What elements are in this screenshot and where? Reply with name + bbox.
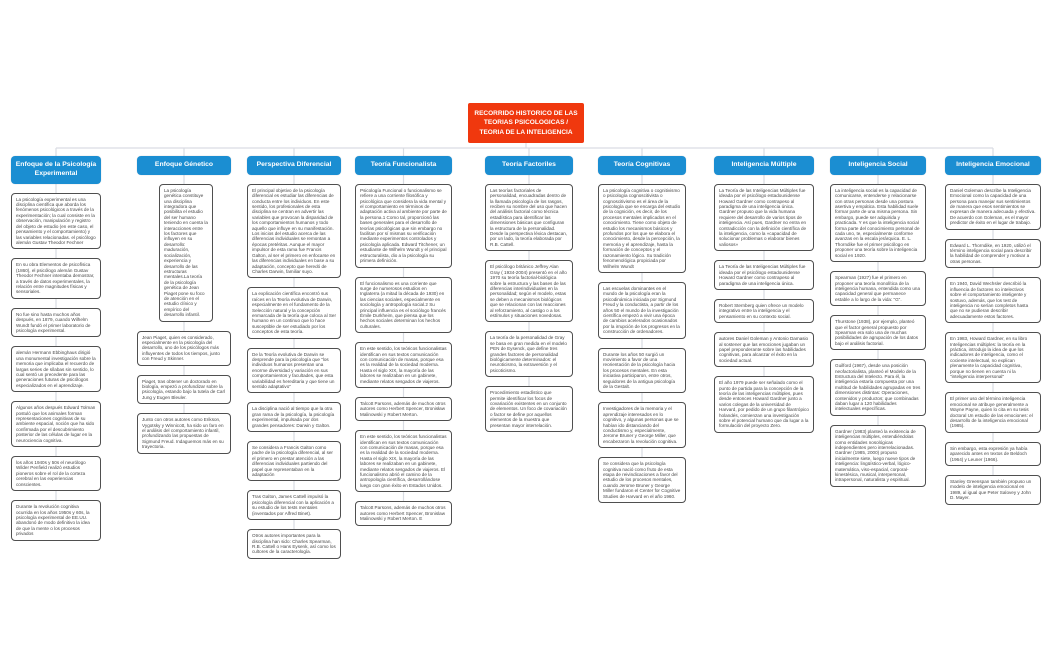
- column-header[interactable]: Teoría Factoriles: [485, 156, 573, 175]
- mindmap-node[interactable]: Se considera que la psicología cognitiva nació como fruto de esta etapa de reivindicaciones a favor del estudio de los procesos mentales, cuando Jerome Bruner y George Miller fundaron el Center for Cognitive Studies de Harvard en el año 1960.: [598, 457, 686, 503]
- column-header[interactable]: Perspectiva Diferencial: [247, 156, 341, 175]
- mindmap-node[interactable]: Junto con otros autores como Erikson, Vygotsky y Winnicott, ha sido un faro en el análisis del comportamiento infantil, profundizando las propuestas de Sigmund Freud. Indaguemos más en su trayectoria.: [137, 413, 231, 453]
- column-8: [830, 156, 926, 487]
- column-header[interactable]: Teoría Cognitivas: [598, 156, 686, 175]
- mindmap-node[interactable]: En 1983, Howard Gardner, en su libro Inteligencias múltiples: la teoría en la práctica, introdujo la idea de que los indicadores de inteligencia, como el cociente intelectual, no explican plenamente la capacidad cognitiva, porque no tienen en cuenta ni la "inteligencia interpersonal": [945, 332, 1041, 383]
- mindmap-node[interactable]: Investigadores de la memoria y el aprendizaje interesados en lo cognitivo, y algunas personas que se habían ido distanciando del conductismo y, especialmente, Jerome Bruner y George Miller, que encabezaron la revolución cognitiva.: [598, 402, 686, 448]
- column-header[interactable]: Enfoque Génetico: [137, 156, 231, 175]
- mindmap-node[interactable]: Talcott Parsons, además de muchos otros autores como Herbert Spencer, Bronisław Malinowski y Robert Merton.: [355, 397, 452, 421]
- mindmap-node[interactable]: Robert Sternberg quien ofrece un modelo integrativo entre la inteligencia y el pensamiento en su contexto social.: [714, 299, 814, 323]
- mindmap-node[interactable]: La psicología experimental es una disciplina científica que aborda los fenómenos psicológicos a través de la experimentación; la cual consiste en la observación, manipulación y registro del objeto de estudio (en este caso, el pensamiento y el comportamiento) y las variables relacionadas. el psicólogo alemán Gustav Theodor Fechner: [11, 193, 101, 250]
- mindmap-node[interactable]: En este sentido, los teóricos funcionalistas identifican en sus textos comunicación con comunicación de masas, porque esa es la realidad de la sociedad moderna. Hasta el siglo XIX, la mayoría de las labores se realizaban en un gabinete, mediante relatos sesgados de viajeros. El funcionalismo abrió el camino de la antropología científica, desarrollándose luego con gran éxito en Estados Unidos.: [355, 430, 452, 492]
- mindmap-node[interactable]: El principal objetivo de la psicología diferencial es estudiar las diferencias de conducta entre los individuos. En este sentido, los profesionales de esta disciplina se centran en advertir las variables que provocan la disparidad de los comportamientos humanos y todo aquello que influye en su manifestación. Los inicios del estudio acerca de las diferencias individuales se remontan a épocas pretéritas. Aunque el mayor impulsor de esta rama fue Francis Galton, al ser el primero en enfocarse en las diferencias individuales en base a su adaptación, concepto que heredó de Charles Darwin, familiar suyo.: [247, 184, 341, 279]
- column-4: [355, 156, 452, 526]
- column-2: [137, 156, 231, 454]
- mindmap-node[interactable]: El funcionalismo es una corriente que surge de numerosos estudios en Inglaterra (a mitad la década de 1930) en las ciencias sociales, especialmente en sociología y antropología social.2 Su principal influencia es el sociólogo francés Émile Durkheim, que piensa que los hechos sociales determinan los hechos culturales.: [355, 277, 452, 334]
- mindmap-node[interactable]: los años 1940s y 50s el neurólogo Wilder Penfield realizó estudios pioneros sobre el rol de la corteza cerebral en las experiencias conscientes.: [11, 456, 101, 491]
- mindmap-node[interactable]: Daniel Goleman describe la Inteligencia Emocional como la capacidad de una persona para manejar sus sentimientos de manera que esos sentimientos se expresan de manera adecuada y efectiva. De acuerdo con Goleman, es el mayor predictor de éxito en el lugar de trabajo.: [945, 184, 1041, 230]
- mindmap-node[interactable]: La teoría de la personalidad de Gray se basa en gran medida en el modelo PEN de Eysenck, que define tres grandes factores de personalidad biológicamente determinados: el neuroticismo, la extraversión y el psicoticismo.: [485, 331, 573, 377]
- mindmap-node[interactable]: Algunos años después Edward Tolman postuló que los animales forman representaciones cognitivas de su ambiente espacial, noción que ha sido confirmada por el descubrimiento posterior de las células de lugar en la neurociencia cognitiva.: [11, 401, 101, 447]
- mindmap-node[interactable]: Thurstone (1938), por ejemplo, planteó que el factor general propuesto por Spearman era solo una de muchas posibilidades de agrupación de los datos bajo el análisis factorial.: [830, 315, 926, 350]
- mindmap-node[interactable]: No fue sino hasta muchos años después, en 1879, cuando Wilhelm Wundt fundó el primer laboratorio de psicología experimental.: [11, 308, 101, 338]
- mindmap-node[interactable]: En 1940, David Wechsler describió la influencia de factores no intelectivos sobre el comportamiento inteligente y sostuvo, además, que los test de inteligencia no serían completos hasta que no se pudieran describir adecuadamente estos factores.: [945, 277, 1041, 323]
- mindmap-node[interactable]: Guilford (1967), desde una posición neofactorialista, planteó el Modelo de la Estructura del Intelecto. Para él, la inteligencia estaría compuesta por una multitud de habilidades agrupadas en tres dimensiones distintas: Operaciones, contenidos y productos; que combinadas daban lugar a 120 habilidades intelectuales específicas.: [830, 359, 926, 416]
- mindmap-node[interactable]: Piaget, tras obtener un doctorado en biología, empezó a profundizar sobre la psicología, estando bajo la tutela de Carl Jung y Eugen Bleuler.: [137, 375, 231, 405]
- mindmap-node[interactable]: Jean Piaget, quien es considerado, especialmente en la psicología del desarrollo, uno de los psicólogos más influyentes de todos los tiempos, junto con Freud y Skinner.: [137, 331, 231, 366]
- mindmap-node[interactable]: Procedimiento estadístico que permite identificar los focos de covariación existentes en un conjunto de elementos. Un foco de covariación o factor se define por aquellos elementos de la muestra que presentan mayor interrelación.: [485, 386, 573, 432]
- mindmap-node[interactable]: La disciplina nació al tiempo que la otra gran rama de la psicología, la psicología experimental, impulsada por dos grandes pensadores: Darwin y Galton.: [247, 402, 341, 432]
- mindmap-node[interactable]: Edward L. Thorndike, en 1920, utilizó el término inteligencia social para describir la habilidad de comprender y motivar a otras personas.: [945, 239, 1041, 269]
- mindmap-node[interactable]: En su obra Elementos de psicofísica (1860), el psicólogo alemán Gustav Theodor Fechner intentaba demostrar, a través de datos experimentales, la relación entre magnitudes físicas y sensoriales.: [11, 258, 101, 298]
- mindmap-node[interactable]: La psicología genética constituye una disciplina integradora que posibilita el estudio del ser humano teniendo en cuenta la interacciones entre los factores que influyen en su desarrollo: maduración, socialización, experiencia y desarrollo de las estructuras mentales.La teoría de la psicología genética de Jean Piaget pone su foco de atención en el estudio clínico y empírico del desarrollo infantil.: [159, 184, 213, 322]
- mindmap-node[interactable]: El primer uso del término inteligencia emocional se atribuye generalmente a Wayne Payne, quien lo cita en su tesis doctoral Un estudio de las emociones: el desarrollo de la inteligencia emocional (1985).: [945, 392, 1041, 432]
- mindmap-node[interactable]: El psicólogo británico Jeffrey Alan Gray ( 1934-2004) presentó en el año 1970 su teoría factorial-biológica sobre la estructura y las bases de las diferencias interindividuales en la personalidad; según el modelo, estas se deben a mecanismos biológicos que se relacionan con las reacciones al reforzamiento, al castigo o a los estímulos y situaciones novedosas.: [485, 260, 573, 322]
- mindmap-node[interactable]: Tras Galton, James Cattell impulsó la psicología diferencial con la aplicación a su estudio de los tests mentales (inventados por Alfred Binet).: [247, 490, 341, 520]
- mindmap-node[interactable]: Durante los años 50 surgió un movimiento a favor de una reorientación de la psicología hacia los procesos mentales. En esta iniciativa participaron, entre otros, seguidores de la antigua psicología de la Gestalt.: [598, 348, 686, 394]
- mindmap-node[interactable]: La explicación científica encontró sus raíces en la Teoría evolutiva de Darwin, especialmente en el fundamento de la Selección natural y la concepción enmarcada de la teoría que coloca al Ser humano en un continuo que lo hace susceptible de ser estudiado por los conceptos de esta teoría.: [247, 287, 341, 338]
- mindmap-node[interactable]: Gardner (1983) planteó la existencia de inteligencias múltiples, entendiéndolas como entidades nosológicas independientes pero interrelacionadas. Gardner (1985, 2000) propuso inicialmente siete, luego nueve tipos de inteligencia: lingüístico-verbal, lógico-matemática, viso-espacial, corporal-kinestésica, musical, interpersonal, intrapersonal, naturalista y espiritual.: [830, 425, 926, 487]
- column-header[interactable]: Enfoque de la Psicología Experimental: [11, 156, 101, 184]
- column-header[interactable]: Inteligencia Emocional: [945, 156, 1041, 175]
- mindmap-root-title[interactable]: RECORRIDO HISTORICO DE LAS TEORIAS PSICOLOGICAS / TEORIA DE LA INTELIGENCIA: [468, 103, 584, 143]
- mindmap-node[interactable]: La Teoría de las Inteligencias Múltiples fue ideada por el psicólogo estadounidense Howard Gardner como contrapeso al paradigma de una inteligencia única. Gardner propuso que la vida humana requiere del desarrollo de varios tipos de inteligencia. Así pues, Gardner no entra en contradicción con la definición científica de la inteligencia, como la «capacidad de solucionar problemas o elaborar bienes valiosos»: [714, 184, 814, 251]
- mindmap-node[interactable]: Las teorías factoriales de personalidad, encuadradas dentro de la llamada psicología de los rasgos, reciben su nombre del uso que hacen del análisis factorial como técnica estadística para identificar las dimensiones básicas que configuran la estructura de la personalidad. Desde la perspectiva léxica destacan, por un lado, la teoría elaborada por R.B. Cattell.: [485, 184, 573, 251]
- column-header[interactable]: Teoría Funcionalista: [355, 156, 452, 175]
- mindmap-node[interactable]: Las escuelas dominantes en el mundo de la psicología eran la psicodinámica iniciada por Sigmund Freud y la conductista, a partir de los años 50 el mundo de la investigación científica empezó a vivir una época de cambios acelerados ocasionados por la irrupción de los progresos en la construcción de ordenadores.: [598, 282, 686, 339]
- column-header[interactable]: Inteligencia Social: [830, 156, 926, 175]
- column-5: [485, 156, 573, 432]
- mindmap-node[interactable]: Otros autores importantes para la disciplina han sido: Charles Spearman, R.B. Cattell o Hans Eysenk, así como los cultores de la caracterología.: [247, 529, 341, 559]
- mindmap-node[interactable]: autores Daniel Goleman y Antonio Damasio al sostener que las emociones jugaban un papel preponderante sobre las habilidades cognitivas, para alcanzar el éxito en la sociedad actual.: [714, 332, 814, 367]
- mindmap-node[interactable]: Sin embargo, esta expresión ya había aparecido antes en textos de Beldoch (1964) y Leuner (1966).: [945, 442, 1041, 466]
- column-6: [598, 156, 686, 503]
- column-9: [945, 156, 1041, 505]
- mindmap-node[interactable]: El año 1979 puede ser señalado como el punto de partida para la concepción de la teoría de las inteligencias múltiples, pues desde entonces Howard Gardner junto a varios colegas de la universidad de Harvard, por pedido de un grupo filantrópico holandés, comienzan una investigación sobre el potencial humano que da lugar a la formulación del proyecto Zero.: [714, 376, 814, 433]
- column-7: [714, 156, 814, 433]
- mindmap-node[interactable]: La psicología cognitiva o cognitivismo o psicología cognoscitivista o cognoscitivismo es el área de la psicología que se encarga del estudio de la cognición, es decir, de los procesos mentales implicados en el conocimiento. Tiene como objeto de estudio los mecanismos básicos y profundos por los que se elabora el conocimiento, desde la percepción, la memoria y el aprendizaje, hasta la formación de conceptos y el razonamiento lógico. Su tradición fenomenológica propiciada por Wilhelm Wundt: [598, 184, 686, 273]
- mindmap-node[interactable]: Se considera a Francis Galton como padre de la psicología diferencial, al ser el primero en prestar atención a las diferencias individuales partiendo del papel que representaban en la adaptación: [247, 441, 341, 481]
- mindmap-node[interactable]: De la Teoría evolutiva de Darwin se desprende para la psicología que "los individuos humanos presentan una enorme diversidad y variación en sus comportamientos y facultades, que esta variabilidad es hereditaria y que tiene un sentido adaptativo": [247, 348, 341, 394]
- mindmap-node[interactable]: Psicología Funcional o funcionalismo se refiere a una corriente filosófica y psicológica que considera la vida mental y el comportamiento en términos de adaptación activa al ambiente por parte de la persona.1 Como tal, proporcionó las bases generales para el desarrollo de teorías psicológicas que sin embargo no facilitan por sí mismas su verificación mediante experimentos controlados y psicología aplicada. Edward Titchener, un estudiante de Wilhelm Wundt y el principal estructuralista, dio a la psicología su primera definición.: [355, 184, 452, 268]
- mindmap-node[interactable]: Stanley Greenspan también propuso un modelo de inteligencia emocional en 1989, al igual que Peter Salovey y John D. Mayer.: [945, 475, 1041, 505]
- column-header[interactable]: Inteligencia Múltiple: [714, 156, 814, 175]
- mindmap-node[interactable]: Durante la revolución cognitiva ocurrida en los años 1950s y 60s, la psicología experimental de EE.UU. abandonó de modo definitivo la idea de que la mente o los procesos privados: [11, 500, 101, 540]
- mindmap-node[interactable]: Talcott Parsons, además de muchos otros autores como Herbert Spencer, Bronislaw Malinowski y Robert Merton. E: [355, 501, 452, 525]
- column-1: [11, 156, 101, 541]
- column-3: [247, 156, 341, 559]
- mindmap-node[interactable]: Spearman (1927) fue el primero en proponer una teoría monolítica de la inteligencia humana, entendida como una capacidad general que permanece estable a lo largo de la vida: "G".: [830, 271, 926, 306]
- mindmap-node[interactable]: La Teoría de las Inteligencias Múltiples fue ideada por el psicólogo estadounidense Howard Gardner como contrapeso al paradigma de una inteligencia única.: [714, 260, 814, 290]
- mindmap-node[interactable]: alemán Hermann Ebbinghaus dirigió una monumental investigación sobre la memoria que implicaba el recuerdo de largas series de sílabas sin sentido, lo cual sentó un precedente para las generaciones futuras de psicólogos especializados en el aprendizaje.: [11, 346, 101, 392]
- mindmap-node[interactable]: En este sentido, los teóricos funcionalistas identifican en sus textos comunicación con comunicación de masas, porque esa es la realidad de la sociedad moderna. Hasta el siglo XIX, la mayoría de las labores se realizaban en un gabinete, mediante relatos sesgados de viajeros.: [355, 342, 452, 388]
- mindmap-node[interactable]: La inteligencia social es la capacidad de comunicarse, entenderse y relacionarse con otras personas desde una postura asertiva y empática. Esta habilidad suele formar parte de una misma persona. Sin embargo, puede ser adquirida y practicada. Y es que la inteligencia social forma parte del conocimiento personal de cada uno, te, especialmente conforme avanzas en la escala jerárquica. E. L. Thorndike fue el primer psicólogo en proponer una teoría sobre la inteligencia social en 1920.: [830, 184, 926, 262]
